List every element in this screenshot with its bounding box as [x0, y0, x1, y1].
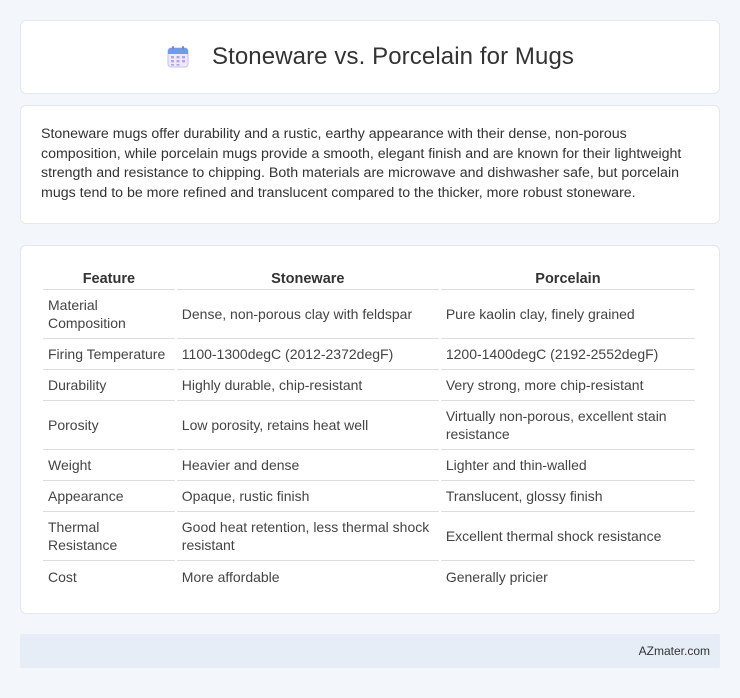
stoneware-cell: Good heat retention, less thermal shock resistant — [177, 512, 439, 561]
table-row — [43, 450, 695, 481]
title-wrap — [166, 43, 574, 71]
feature-cell: Porosity — [43, 401, 175, 450]
table-row — [43, 339, 695, 370]
porcelain-cell: Generally pricier — [445, 568, 548, 585]
calendar-icon — [166, 45, 190, 69]
footer-source-link[interactable]: AZmater.com — [638, 644, 710, 658]
feature-cell: Durability — [43, 370, 175, 401]
porcelain-cell: Lighter and thin-walled — [441, 450, 695, 481]
header-porcelain: Porcelain — [441, 265, 695, 290]
porcelain-cell: Virtually non-porous, excellent stain resistance — [441, 401, 695, 450]
feature-cell: Weight — [43, 450, 175, 481]
stoneware-cell: Highly durable, chip-resistant — [177, 370, 439, 401]
summary-text: Stoneware mugs offer durability and a rustic, earthy appearance with their dense, non-porous composition, while porcelain mugs provide a smooth, elegant finish and are known for their lightweight strength and resistance to chipping. Both materials are microwave and dishwasher safe, but porcelain mugs tend to be more refined and translucent compared to the thicker, more robust stoneware. — [41, 126, 682, 201]
porcelain-cell: 1200-1400degC (2192-2552degF) — [441, 339, 695, 370]
comparison-table — [41, 265, 697, 592]
porcelain-cell: Translucent, glossy finish — [441, 481, 695, 512]
table-row — [43, 290, 695, 339]
table-card — [20, 245, 720, 614]
header-feature: Feature — [43, 265, 175, 290]
table-row — [43, 401, 695, 450]
feature-cell: Thermal Resistance — [43, 512, 175, 561]
feature-cell: Appearance — [43, 481, 175, 512]
feature-cell: Material Composition — [43, 290, 175, 339]
stoneware-cell: Opaque, rustic finish — [177, 481, 439, 512]
header-card — [20, 20, 720, 94]
page-title: Stoneware vs. Porcelain for Mugs — [211, 43, 575, 70]
header-stoneware: Stoneware — [177, 265, 439, 290]
feature-cell: Cost — [48, 568, 77, 585]
porcelain-cell: Pure kaolin clay, finely grained — [441, 290, 695, 339]
porcelain-cell: Very strong, more chip-resistant — [441, 370, 695, 401]
summary-card — [20, 105, 720, 224]
stoneware-cell: More affordable — [181, 568, 280, 585]
table-row — [43, 561, 695, 592]
stoneware-cell: Low porosity, retains heat well — [177, 401, 439, 450]
porcelain-cell: Excellent thermal shock resistance — [441, 512, 695, 561]
table-header-row — [43, 265, 695, 290]
feature-cell: Firing Temperature — [43, 339, 175, 370]
table-row — [43, 512, 695, 561]
footer-bar — [20, 634, 720, 668]
table-row — [43, 370, 695, 401]
stoneware-cell: 1100-1300degC (2012-2372degF) — [177, 339, 439, 370]
stoneware-cell: Dense, non-porous clay with feldspar — [177, 290, 439, 339]
stoneware-cell: Heavier and dense — [177, 450, 439, 481]
table-row — [43, 481, 695, 512]
